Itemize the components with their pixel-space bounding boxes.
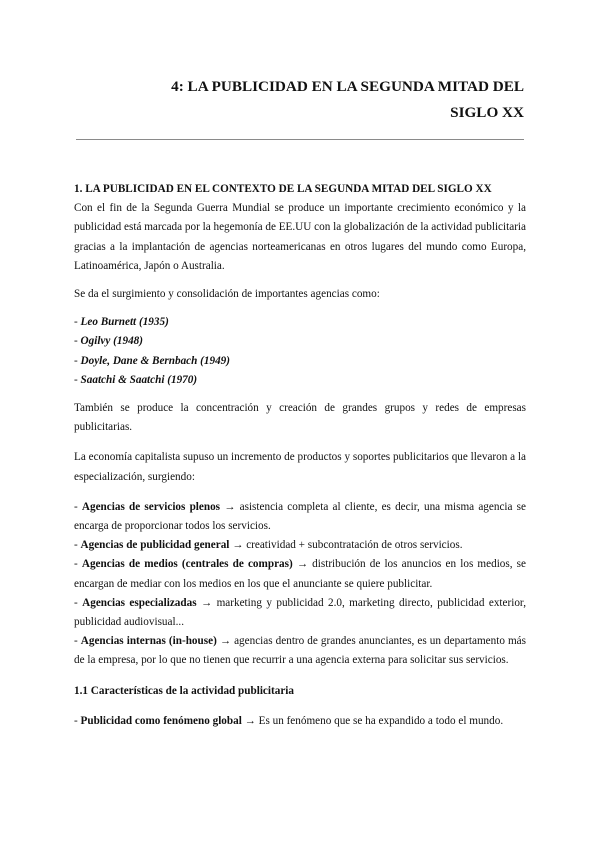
list-item: - Agencias internas (in-house) → agencias dentro de grandes anunciantes, es un departamento más de la empresa, por lo que no tienen que recurrir a una agencia externa para solicitar sus servicios. xyxy=(74,635,526,667)
list-item: - Publicidad como fenómeno global → Es un fenómeno que se ha expandido a todo el mundo. xyxy=(74,714,504,727)
list-item: - Ogilvy (1948) xyxy=(74,335,143,348)
list-item: - Doyle, Dane & Bernbach (1949) xyxy=(74,354,230,367)
intro-paragraph: Con el fin de la Segunda Guerra Mundial se produce un importante crecimiento económico y la publicidad está marcada por la hegemonía de EE.UU con la globalización de la actividad publicitaria gracias a la implantación de agencias norteamericanas en otros lugares del mundo como Europa, Latinoamérica, Japón o Australia. xyxy=(74,202,526,272)
section-heading: 1. LA PUBLICIDAD EN EL CONTEXTO DE LA SEGUNDA MITAD DEL SIGLO XX xyxy=(74,183,492,195)
list-item: - Agencias de servicios plenos → asistencia completa al cliente, es decir, una misma agencia se encarga de proporcionar todos los servicios. xyxy=(74,500,527,533)
page-title xyxy=(171,74,524,126)
agency-types-list xyxy=(74,498,526,671)
page-title-line-1: 4: LA PUBLICIDAD EN LA SEGUNDA MITAD DEL xyxy=(171,78,524,95)
list-item: - Agencias de medios (centrales de compras) → distribución de los anuncios en los medios, se encargan de mediar con los medios en los que el anunciante se quiere publicitar. xyxy=(74,558,526,590)
horizontal-divider xyxy=(76,139,524,140)
page-title-line-2: SIGLO XX xyxy=(450,104,524,121)
concentration-paragraph: También se produce la concentración y creación de grandes grupos y redes de empresas publicitarias. xyxy=(74,402,526,434)
agencies-intro: Se da el surgimiento y consolidación de importantes agencias como: xyxy=(74,288,380,301)
agencies-list xyxy=(74,313,526,390)
list-item: - Agencias de publicidad general → creatividad + subcontratación de otros servicios. xyxy=(74,539,463,552)
document-body xyxy=(74,180,526,731)
economy-paragraph: La economía capitalista supuso un incremento de productos y soportes publicitarios que llevaron a la especialización, surgiendo: xyxy=(74,451,526,483)
list-item: - Leo Burnett (1935) xyxy=(74,316,169,329)
list-item: - Saatchi & Saatchi (1970) xyxy=(74,373,198,386)
list-item: - Agencias especializadas → marketing y publicidad 2.0, marketing directo, publicidad exterior, publicidad audiovisual... xyxy=(74,596,526,629)
subsection-heading: 1.1 Características de la actividad publicitaria xyxy=(74,684,294,697)
